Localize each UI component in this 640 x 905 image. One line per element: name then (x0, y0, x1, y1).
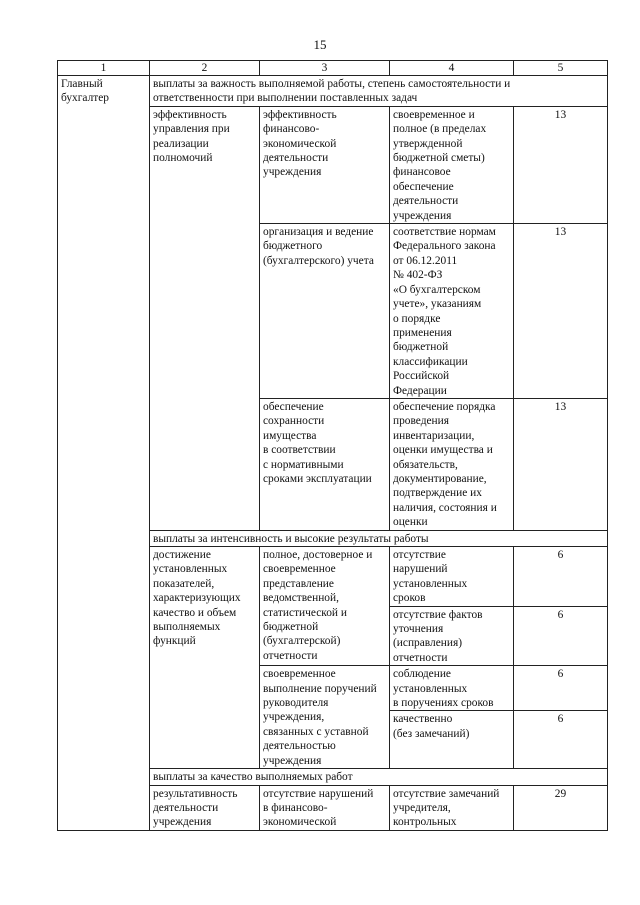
header-col-4: 4 (390, 61, 514, 76)
condition-cell: соответствие нормам Федерального закона от 06.12.2011 № 402-ФЗ «О бухгалтерском учете», указаниям о порядке применения бюджетной классификации Российской Федерации (390, 224, 514, 399)
page-number: 15 (313, 37, 327, 52)
condition-cell: отсутствие фактов уточнения (исправления) отчетности (390, 606, 514, 666)
condition-cell: качественно (без замечаний) (390, 711, 514, 769)
header-col-1: 1 (58, 61, 150, 76)
points-cell: 13 (514, 106, 608, 223)
indicator-cell: обеспечение сохранности имущества в соответствии с нормативными сроками эксплуатации (260, 398, 390, 530)
section-title-intensity: выплаты за интенсивность и высокие результаты работы (150, 530, 608, 546)
points-cell: 6 (514, 711, 608, 769)
section-title-importance: выплаты за важность выполняемой работы, степень самостоятельности и ответственности при выполнении поставленных задач (150, 76, 608, 107)
payments-table (57, 60, 608, 831)
criterion-cell: достижение установленных показателей, характеризующих качество и объем выполняемых функций (150, 547, 260, 769)
points-cell: 6 (514, 606, 608, 666)
indicator-cell: эффективность финансово- экономической деятельности учреждения (260, 106, 390, 223)
indicator-cell: организация и ведение бюджетного (бухгалтерского) учета (260, 224, 390, 399)
criterion-cell: эффективность управления при реализации полномочий (150, 106, 260, 530)
section-title-quality: выплаты за качество выполняемых работ (150, 769, 608, 785)
points-cell: 29 (514, 785, 608, 830)
criterion-cell: результативность деятельности учреждения (150, 785, 260, 830)
condition-cell: своевременное и полное (в пределах утвержденной бюджетной сметы) финансовое обеспечение деятельности учреждения (390, 106, 514, 223)
header-row (58, 61, 608, 76)
indicator-cell: полное, достоверное и своевременное представление ведомственной, статистической и бюджетной (бухгалтерской) отчетности (260, 547, 390, 666)
indicator-cell: отсутствие нарушений в финансово- экономической (260, 785, 390, 830)
points-cell: 13 (514, 398, 608, 530)
points-cell: 13 (514, 224, 608, 399)
condition-cell: соблюдение установленных в поручениях сроков (390, 666, 514, 711)
position-cell: Главный бухгалтер (58, 76, 150, 831)
header-col-3: 3 (260, 61, 390, 76)
condition-cell: отсутствие нарушений установленных сроков (390, 547, 514, 607)
header-col-2: 2 (150, 61, 260, 76)
points-cell: 6 (514, 547, 608, 607)
condition-cell: отсутствие замечаний учредителя, контрольных (390, 785, 514, 830)
condition-cell: обеспечение порядка проведения инвентаризации, оценки имущества и обязательств, документирование, подтверждение их наличия, состояния и оценки (390, 398, 514, 530)
indicator-cell: своевременное выполнение поручений руководителя учреждения, связанных с уставной деятельностью учреждения (260, 666, 390, 769)
header-col-5: 5 (514, 61, 608, 76)
points-cell: 6 (514, 666, 608, 711)
table-row (58, 76, 608, 107)
